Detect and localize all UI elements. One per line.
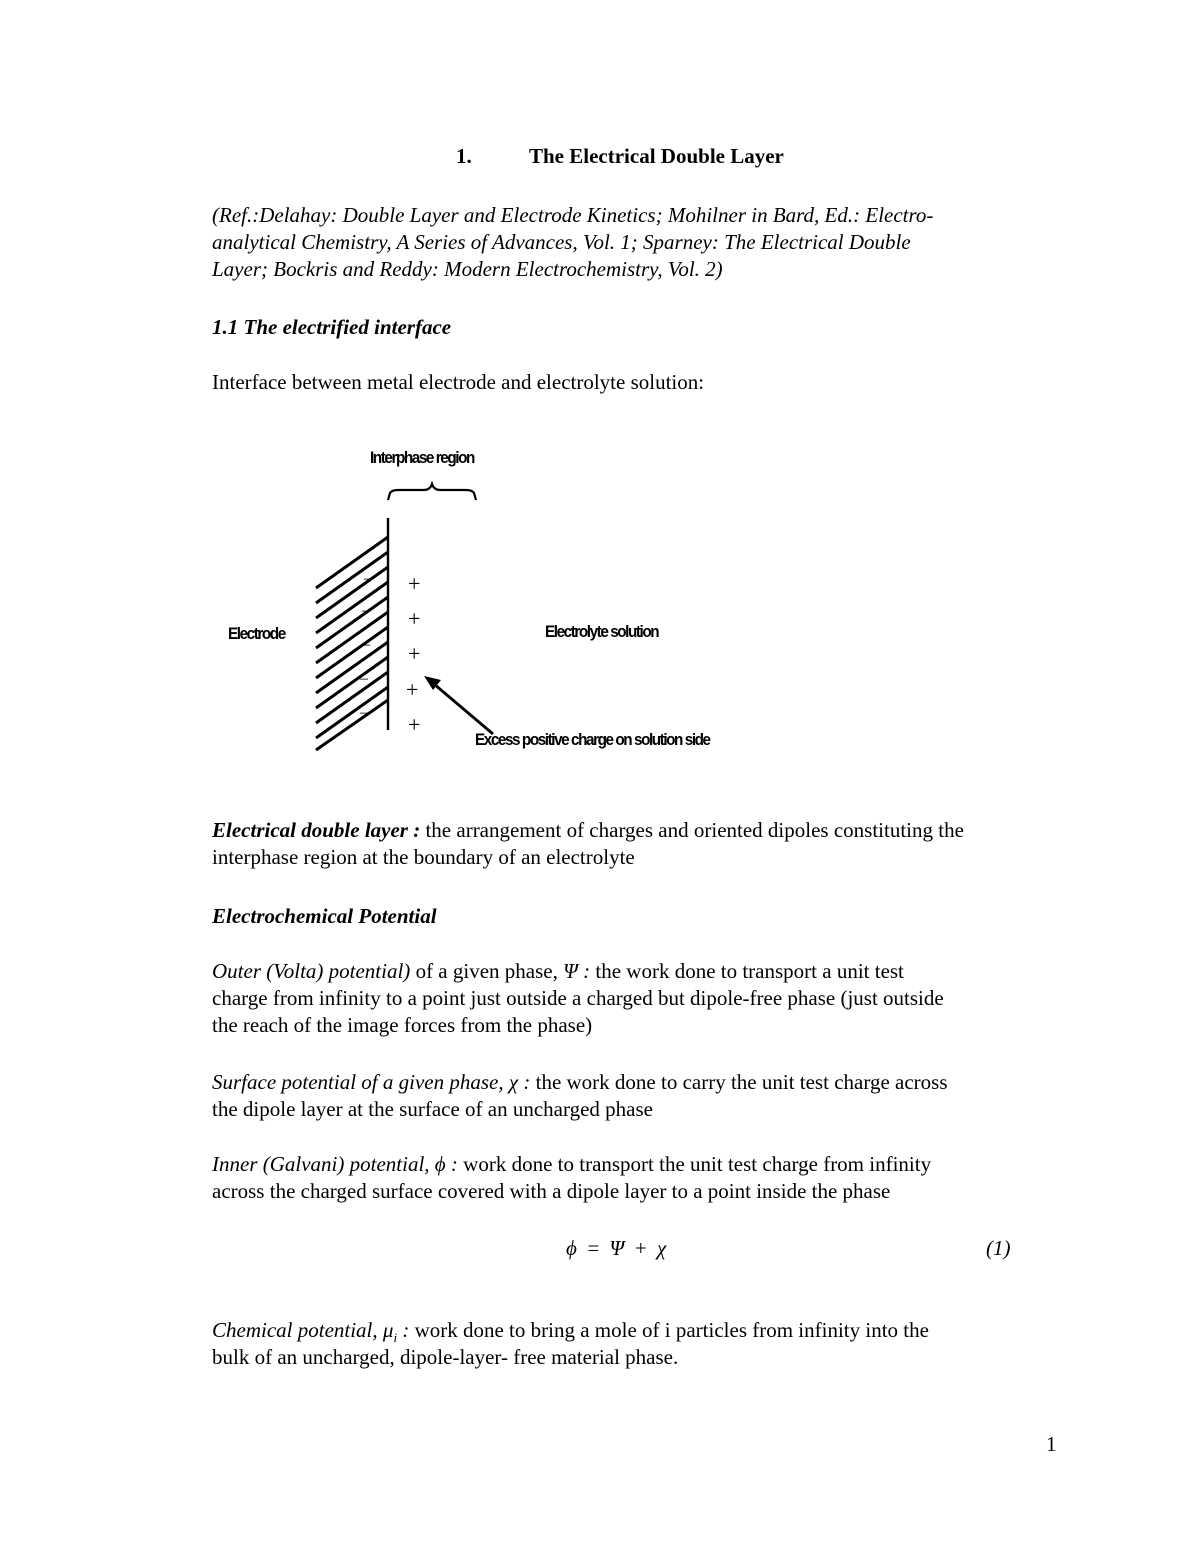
inner-potential-line-1 [212,1151,931,1178]
reference-line-2: analytical Chemistry, A Series of Advances, Vol. 1; Sparney: The Electrical Double [212,230,911,254]
outer-text-1: of a given phase, [410,959,564,983]
negative-charge: – [360,704,368,721]
double-layer-def-2: interphase region at the boundary of an electrolyte [212,845,635,869]
page-number: 1 [1046,1432,1057,1456]
surface-potential-term: Surface potential of a given phase, [212,1070,509,1094]
excess-positive-charge-label: Excess positive charge on solution side [475,730,710,749]
double-layer-term: Electrical double layer : [212,818,421,842]
positive-charge: + [408,641,421,666]
equation-number: (1) [986,1236,1011,1260]
section-1-1-intro: Interface between metal electrode and electrolyte solution: [212,370,705,394]
inner-text-1: work done to transport the unit test charge from infinity [457,1152,932,1176]
electrode-label: Electrode [228,624,285,643]
mu-symbol: μ [382,1318,394,1342]
interphase-brace [388,484,476,500]
positive-charge: + [408,712,421,737]
negative-charge: – [362,602,370,619]
reference-line-1: (Ref.:Delahay: Double Layer and Electrode Kinetics; Mohilner in Bard, Ed.: Electro- [212,203,934,227]
positive-charge: + [408,571,421,596]
section-number: 1. [456,144,472,168]
outer-potential-line-1 [212,958,904,985]
double-layer-definition-line-1 [212,817,964,844]
page-title: The Electrical Double Layer [529,144,784,168]
positive-charge: + [406,677,419,702]
surface-text-1: the work done to carry the unit test charge across [530,1070,948,1094]
inner-potential-term: Inner (Galvani) potential, [212,1152,435,1176]
outer-potential-line-3: the reach of the image forces from the phase) [212,1013,593,1037]
chemical-colon: : [397,1318,410,1342]
double-layer-def-1: the arrangement of charges and oriented dipoles constituting the [420,818,964,842]
negative-charge: – [364,570,372,587]
equation: ϕ = Ψ + χ [566,1236,667,1260]
electrode-hatching [316,537,388,750]
chi-symbol: χ : [508,1070,531,1094]
outer-potential-term: Outer (Volta) potential) [212,959,411,983]
electrochemical-potential-title: Electrochemical Potential [212,904,437,928]
mu-subscript: i [393,1330,398,1346]
inner-potential-line-2: across the charged surface covered with a dipole layer to a point inside the phase [212,1179,891,1203]
negative-charge: – [362,636,370,653]
outer-text-2: the work done to transport a unit test [590,959,904,983]
interphase-region-label: Interphase region [370,448,474,467]
excess-charge-arrow-shaft [434,684,493,734]
reference-line-3: Layer; Bockris and Reddy: Modern Electrochemistry, Vol. 2) [212,257,723,281]
electrolyte-solution-label: Electrolyte solution [545,622,659,641]
surface-potential-line-1 [212,1069,948,1096]
positive-charge: + [408,606,421,631]
chemical-text-1: work done to bring a mole of i particles from infinity into the [409,1318,929,1342]
psi-symbol: Ψ : [563,959,591,983]
chemical-potential-term: Chemical potential, [212,1318,383,1342]
surface-potential-line-2: the dipole layer at the surface of an uncharged phase [212,1097,653,1121]
section-1-1-title: 1.1 The electrified interface [212,315,452,339]
negative-charge: – [360,670,368,687]
chemical-potential-line-2: bulk of an uncharged, dipole-layer- free material phase. [212,1345,679,1369]
outer-potential-line-2: charge from infinity to a point just outside a charged but dipole-free phase (just outside [212,986,944,1010]
phi-symbol: ϕ : [434,1152,458,1176]
